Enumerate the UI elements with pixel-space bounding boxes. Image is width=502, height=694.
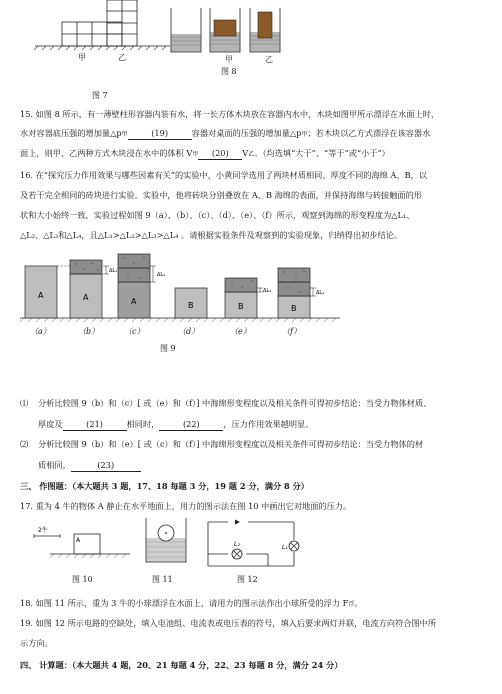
blank-22[interactable]: (22) [159, 419, 223, 431]
q16-line3: 状和大小始终一致，实验过程如图 9（a）、（b）、（c）、（d）、（e）、（f）所示，观察到海绵的形变程度为△L₁、 [20, 210, 415, 220]
q16-line1: 16. 在“探究压力作用效果与哪些因素有关”的实验中，小黄同学选用了两块材质相同、厚度不同的海绵 A、B，以 [20, 170, 427, 180]
figure-11-diagram [142, 516, 192, 566]
fig12-label-l1: L₁ [282, 544, 288, 551]
q16-sub2-line2: 质相同， (23) [38, 460, 141, 472]
fig9-brick-f-1 [278, 282, 310, 296]
q18-text: 18. 如图 11 所示，重为 3 牛的小球漂浮在水面上，请用力的图示法作出小球所受的浮力 F浮。 [20, 598, 363, 608]
fig9-dl2: ΔL₂ [157, 272, 166, 278]
fig7-caption: 图 7 [92, 91, 108, 100]
fig9-caption: 图 9 [160, 344, 176, 353]
fig12-label-l2: L₂ [234, 541, 240, 548]
q15-line3: 面上，则甲、乙两种方式木块浸在水中的体积 V甲 (20) V乙。（均选填“大于”、“等于”或“小于”） [20, 148, 390, 158]
fig8-caption: 图 8 [221, 67, 237, 76]
fig9-brick-b-1 [70, 260, 102, 274]
q16-sub2-num: ⑵ [20, 439, 29, 449]
blank-19[interactable]: (19) [128, 128, 192, 140]
blank-20[interactable]: (20) [198, 148, 242, 160]
fig11-caption: 图 11 [152, 575, 173, 584]
fig9-sub-c: （c） [124, 327, 145, 336]
fig10-scale-label: 2牛 [38, 527, 48, 534]
fig9-label-a-1: A [38, 291, 44, 300]
q16-sub1-num: ⑴ [20, 398, 29, 408]
fig9-sub-e: （e） [230, 327, 251, 336]
fig9-dl3: ΔL₃ [263, 288, 272, 294]
q16-line2: 及若干完全相同的砖块进行实验。实验中，他将砖块分别叠放在 A、B 海绵的表面，并保持海绵与砖接触面的形 [20, 190, 422, 200]
blank-21[interactable]: (21) [63, 419, 127, 431]
figure-7-diagram [30, 0, 190, 70]
fig9-brick-e-1 [225, 278, 257, 292]
q15-line2: 水对容器底压强的增加量△p甲 (19) 容器对桌面的压强的增加量△p甲；若木块以乙方式漂浮在该容器水 [20, 128, 431, 138]
fig9-sub-d: （d） [178, 327, 200, 336]
q16-sub1-line2: 厚度及 (21) 相同时， (22) ，压力作用效果越明显。 [38, 419, 314, 429]
fig8-wood-yi [258, 12, 272, 38]
q19-line2: 示方向。 [20, 638, 53, 648]
fig9-label-a-3: A [131, 297, 137, 306]
fig8-water-1 [172, 34, 201, 52]
fig8-label-yi: 乙 [265, 55, 273, 64]
figure-9-diagram [20, 252, 350, 332]
fig9-label-b-2: B [238, 302, 244, 311]
fig8-wood-jia [214, 20, 236, 36]
section-3-title: 三、 作图题：（本大题共 3 题，17、18 每题 3 分，19 题 2 分，满分 8 分） [20, 481, 309, 491]
q17-text: 17. 重为 4 牛的物体 A 静止在水平地面上，用力的图示法在图 10 中画出它对地面的压力。 [20, 501, 352, 511]
blank-23[interactable]: (23) [71, 460, 141, 472]
figure-10-diagram [30, 524, 140, 564]
fig9-dl1: ΔL₁ [109, 268, 118, 274]
fig10-caption: 图 10 [72, 575, 93, 584]
fig10-block-label: A [76, 537, 81, 544]
q15-line1: 15. 如图 8 所示，有一薄壁柱形容器内装有水，将一长方体木块放在容器内水中，木块如图甲所示漂浮在水面上时， [20, 109, 440, 119]
fig9-brick-c-2 [118, 254, 150, 268]
fig7-label-yi: 乙 [118, 53, 126, 62]
fig9-sub-f: （f） [282, 327, 301, 336]
fig9-label-b-3: B [291, 304, 297, 313]
fig9-sub-a: （a） [30, 327, 51, 336]
fig9-label-b-1: B [188, 301, 194, 310]
fig9-brick-f-2 [278, 268, 310, 282]
figure-12-diagram [198, 516, 308, 572]
fig9-brick-c-1 [118, 268, 150, 282]
q19-line1: 19. 如图 12 所示电路的空缺处，填入电池组、电流表或电压表的符号，填入后要求两灯并联，电流方向符合图中所 [20, 618, 437, 628]
fig8-label-jia: 甲 [225, 55, 233, 64]
q16-sub2-line1: 分析比较图 9（b）和（e）[ 或（c）和（f）] 中海绵形变程度以及相关条件可得初步结论：当受力物体的材 [38, 439, 424, 449]
fig9-sub-b: （b） [78, 327, 100, 336]
q16-sub1-line1: 分析比较图 9（b）和（c）[ 或（e）和（f）] 中海绵形变程度以及相关条件可得初步结论：当受力物体材质、 [38, 398, 432, 408]
fig12-caption: 图 12 [237, 575, 258, 584]
q16-line4: △L₂、△L₃和△L₄，且△L₁>△L₂>△L₃>△L₄ 。请根据实验条件及观察到的实验现象，归纳得出初步结论。 [20, 230, 403, 240]
fig9-label-a-2: A [83, 293, 89, 302]
section-4-title: 四、 计算题：（本大题共 4 题，20、21 每题 4 分，22、23 每题 8 分，满分 24 分） [20, 660, 343, 670]
fig9-dl4: ΔL₄ [316, 290, 325, 296]
fig7-label-jia: 甲 [78, 53, 86, 62]
